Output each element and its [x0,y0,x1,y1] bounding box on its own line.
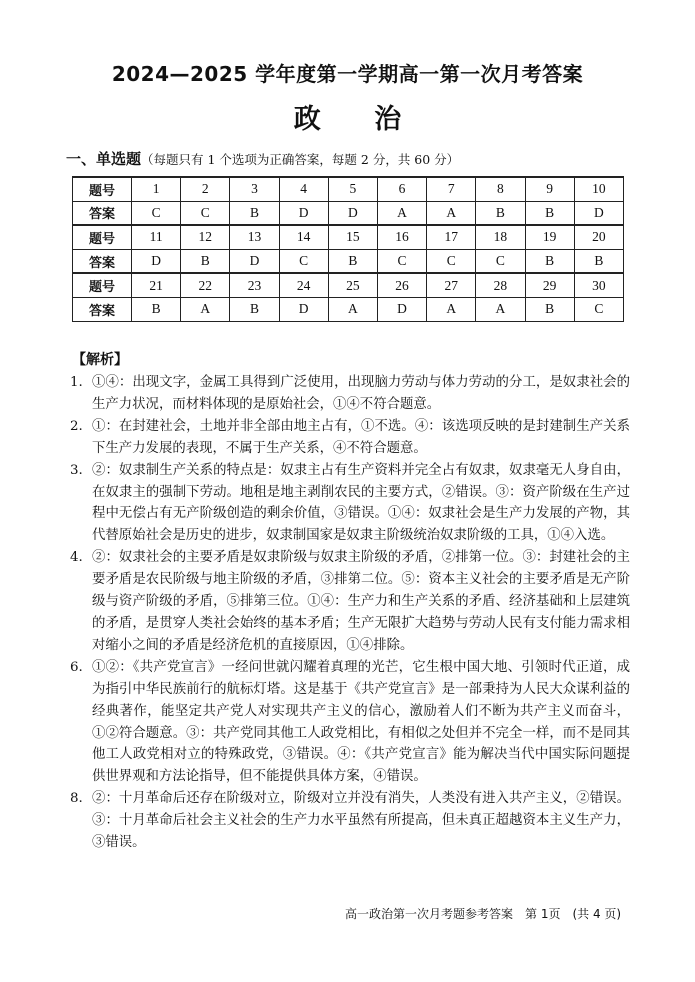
question-number-cell: 27 [427,273,476,297]
document-title: 2024—2025 学年度第一学期高一第一次月考答案 [111,62,584,86]
answer-cell: B [525,297,574,321]
question-number-row [73,177,624,201]
question-number-cell: 22 [181,273,230,297]
answer-cell: A [427,297,476,321]
analysis-item [70,372,630,416]
section-heading [66,148,459,169]
answer-cell: C [427,249,476,273]
subject-title: 政 治 [293,104,424,135]
question-number-cell: 17 [427,225,476,249]
analysis-item-number: 2. [70,418,83,434]
analysis-item [70,460,630,548]
answer-cell: C [181,201,230,225]
answer-row [73,201,624,225]
question-number-cell: 2 [181,177,230,201]
analysis-item-text: ①②：《共产党宣言》一经问世就闪耀着真理的光芒，它生根中国大地、引领时代正道，成为指引中华民族前行的航标灯塔。这是基于《共产党宣言》是一部秉持为人民大众谋利益的经典著作，能坚定共产党人对实现共产主义的信心，激励着人们不断为共产主义而奋斗，①②符合题意。③：共产党同其他工人政党相比，有相似之处但并不完全一样，而不是同其他工人政党相对立的特殊政党，③错误。④：《共产党宣言》能为解决当代中国实际问题提供世界观和方法论指导，但不能提供具体方案，④错误。 [92,659,630,785]
question-number-cell: 11 [132,225,181,249]
analysis-item-text: ①：在封建社会，土地并非全部由地主占有，①不选。④：该选项反映的是封建制生产关系下生产力发展的表现，不属于生产关系，④不符合题意。 [92,418,630,456]
question-number-cell: 24 [279,273,328,297]
answer-cell: B [230,201,279,225]
page-footer: 高一政治第一次月考题参考答案 第 1页 (共 4 页) [345,907,622,921]
answer-table [72,176,624,322]
analysis-item [70,547,630,657]
answer-cell: A [377,201,426,225]
question-number-cell: 25 [328,273,377,297]
question-number-cell: 9 [525,177,574,201]
question-number-row [73,273,624,297]
question-number-cell: 30 [574,273,623,297]
question-label-cell: 题号 [73,225,132,249]
question-number-cell: 16 [377,225,426,249]
answer-cell: A [181,297,230,321]
question-number-cell: 7 [427,177,476,201]
question-number-cell: 1 [132,177,181,201]
answer-cell: C [574,297,623,321]
answer-cell: B [525,249,574,273]
answer-label-cell: 答案 [73,201,132,225]
question-number-cell: 8 [476,177,525,201]
answer-cell: C [279,249,328,273]
answer-cell: C [377,249,426,273]
answer-row [73,297,624,321]
question-number-cell: 18 [476,225,525,249]
question-number-cell: 10 [574,177,623,201]
answer-cell: D [328,201,377,225]
answer-cell: A [328,297,377,321]
question-number-cell: 21 [132,273,181,297]
answer-cell: D [574,201,623,225]
answer-cell: C [476,249,525,273]
answer-label-cell: 答案 [73,249,132,273]
analysis-item-number: 3. [70,462,83,478]
analysis-item-text: ②：奴隶制生产关系的特点是：奴隶主占有生产资料并完全占有奴隶，奴隶毫无人身自由，在奴隶主的强制下劳动。地租是地主剥削农民的主要方式，②错误。③：资产阶级在生产过程中无偿占有无产阶级创造的剩余价值，③错误。①④：奴隶社会是生产力发展的产物，其代替原始社会是历史的进步，奴隶制国家是奴隶主阶级统治奴隶阶级的工具，①④入选。 [92,462,630,544]
analysis-item-text: ②：十月革命后还存在阶级对立，阶级对立并没有消失，人类没有进入共产主义，②错误。③：十月革命后社会主义社会的生产力水平虽然有所提高，但未真正超越资本主义生产力，③错误。 [92,791,630,851]
question-number-cell: 19 [525,225,574,249]
question-label-cell: 题号 [73,177,132,201]
question-number-cell: 3 [230,177,279,201]
answer-cell: D [279,201,328,225]
answer-label-cell: 答案 [73,297,132,321]
analysis-item [70,788,630,854]
section-note: （每题只有 1 个选项为正确答案，每题 2 分，共 60 分） [141,152,460,167]
section-label: 一、单选题 [66,150,142,168]
question-number-cell: 26 [377,273,426,297]
question-number-cell: 14 [279,225,328,249]
analysis-item-number: 8. [70,791,83,807]
answer-cell: B [328,249,377,273]
answer-cell: B [574,249,623,273]
analysis-list [70,372,630,854]
question-number-row [73,225,624,249]
answer-cell: B [181,249,230,273]
question-number-cell: 15 [328,225,377,249]
question-number-cell: 12 [181,225,230,249]
analysis-heading: 【解析】 [72,352,128,368]
answer-cell: B [132,297,181,321]
answer-cell: D [377,297,426,321]
question-number-cell: 20 [574,225,623,249]
question-number-cell: 5 [328,177,377,201]
question-number-cell: 13 [230,225,279,249]
answer-cell: B [230,297,279,321]
answer-cell: A [427,201,476,225]
analysis-item-text: ②：奴隶社会的主要矛盾是奴隶阶级与奴隶主阶级的矛盾，②排第一位。③：封建社会的主要矛盾是农民阶级与地主阶级的矛盾，③排第二位。⑤：资本主义社会的主要矛盾是无产阶级与资产阶级的矛盾，⑤排第三位。①④：生产力和生产关系的矛盾、经济基础和上层建筑的矛盾，是贯穿人类社会始终的基本矛盾；生产无限扩大趋势与劳动人民有支付能力需求相对缩小之间的矛盾是经济危机的直接原因，①④排除。 [92,550,630,653]
answer-row [73,249,624,273]
analysis-item-number: 6. [70,659,83,675]
analysis-item [70,657,630,788]
answer-cell: A [476,297,525,321]
answer-cell: B [476,201,525,225]
answer-cell: D [279,297,328,321]
answer-cell: B [525,201,574,225]
question-number-cell: 4 [279,177,328,201]
question-number-cell: 6 [377,177,426,201]
analysis-item [70,416,630,460]
question-number-cell: 28 [476,273,525,297]
question-number-cell: 29 [525,273,574,297]
analysis-item-number: 4. [70,550,83,566]
question-number-cell: 23 [230,273,279,297]
analysis-item-number: 1. [70,375,83,390]
analysis-item-text: ①④：出现文字，金属工具得到广泛使用，出现脑力劳动与体力劳动的分工，是奴隶社会的生产力状况，而材料体现的是原始社会，①④不符合题意。 [92,375,630,412]
answer-cell: C [132,201,181,225]
question-label-cell: 题号 [73,273,132,297]
answer-cell: D [132,249,181,273]
answer-cell: D [230,249,279,273]
